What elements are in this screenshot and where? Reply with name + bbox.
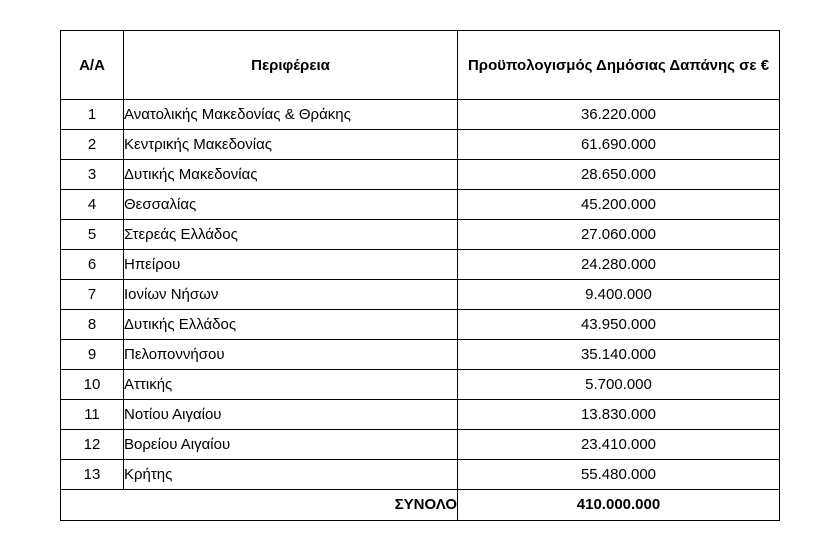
row-budget: 23.410.000 (458, 430, 780, 460)
row-budget: 24.280.000 (458, 250, 780, 280)
row-budget: 35.140.000 (458, 340, 780, 370)
row-region: Ιονίων Νήσων (124, 280, 458, 310)
row-region: Νοτίου Αιγαίου (124, 400, 458, 430)
row-budget: 43.950.000 (458, 310, 780, 340)
row-region: Θεσσαλίας (124, 190, 458, 220)
header-budget: Προϋπολογισμός Δημόσιας Δαπάνης σε € (458, 31, 780, 100)
total-row (61, 490, 780, 521)
total-label: ΣΥΝΟΛΟ (61, 490, 458, 521)
row-region: Πελοποννήσου (124, 340, 458, 370)
row-budget: 27.060.000 (458, 220, 780, 250)
row-region: Ηπείρου (124, 250, 458, 280)
row-number: 11 (61, 400, 124, 430)
table-row (61, 250, 780, 280)
table-row (61, 370, 780, 400)
row-number: 8 (61, 310, 124, 340)
row-number: 2 (61, 130, 124, 160)
row-number: 10 (61, 370, 124, 400)
row-budget: 55.480.000 (458, 460, 780, 490)
table-row (61, 400, 780, 430)
row-region: Δυτικής Ελλάδος (124, 310, 458, 340)
header-row (61, 31, 780, 100)
row-budget: 36.220.000 (458, 100, 780, 130)
budget-table (60, 30, 780, 521)
table-row (61, 340, 780, 370)
row-region: Βορείου Αιγαίου (124, 430, 458, 460)
table-row (61, 430, 780, 460)
row-region: Κεντρικής Μακεδονίας (124, 130, 458, 160)
row-region: Αττικής (124, 370, 458, 400)
row-number: 5 (61, 220, 124, 250)
row-number: 12 (61, 430, 124, 460)
table-row (61, 160, 780, 190)
row-region: Στερεάς Ελλάδος (124, 220, 458, 250)
row-number: 9 (61, 340, 124, 370)
table-row (61, 220, 780, 250)
row-budget: 13.830.000 (458, 400, 780, 430)
row-budget: 61.690.000 (458, 130, 780, 160)
row-budget: 9.400.000 (458, 280, 780, 310)
table-row (61, 460, 780, 490)
row-number: 3 (61, 160, 124, 190)
header-aa: Α/Α (61, 31, 124, 100)
row-budget: 5.700.000 (458, 370, 780, 400)
header-region: Περιφέρεια (124, 31, 458, 100)
row-region: Ανατολικής Μακεδονίας & Θράκης (124, 100, 458, 130)
row-number: 1 (61, 100, 124, 130)
row-number: 7 (61, 280, 124, 310)
table-row (61, 310, 780, 340)
table-row (61, 100, 780, 130)
row-number: 6 (61, 250, 124, 280)
row-budget: 28.650.000 (458, 160, 780, 190)
total-value: 410.000.000 (458, 490, 780, 521)
table-row (61, 280, 780, 310)
row-number: 13 (61, 460, 124, 490)
table-row (61, 130, 780, 160)
row-region: Δυτικής Μακεδονίας (124, 160, 458, 190)
row-number: 4 (61, 190, 124, 220)
table-row (61, 190, 780, 220)
row-region: Κρήτης (124, 460, 458, 490)
row-budget: 45.200.000 (458, 190, 780, 220)
